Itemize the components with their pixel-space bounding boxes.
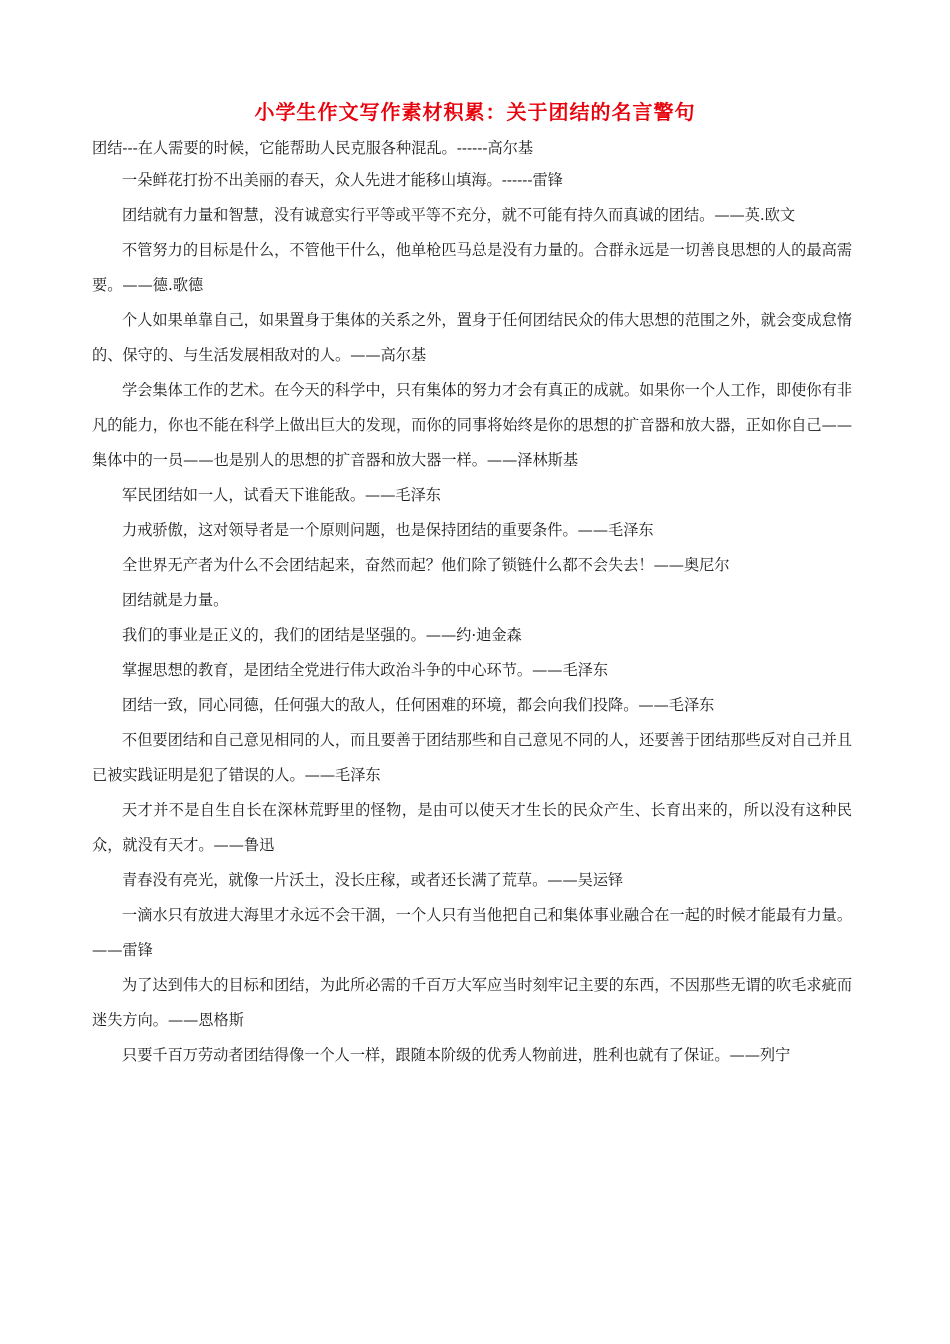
document-title: 小学生作文写作素材积累：关于团结的名言警句 <box>254 100 696 124</box>
document-body <box>92 133 852 1073</box>
quote-paragraph: 一朵鲜花打扮不出美丽的春天，众人先进才能移山填海。------雷锋 <box>122 171 563 189</box>
quote-paragraph: 天才并不是自生自长在深林荒野里的怪物，是由可以使天才生长的民众产生、长育出来的，所以没有这种民众，就没有天才。——鲁迅 <box>92 801 852 854</box>
quote-paragraph: 个人如果单靠自己，如果置身于集体的关系之外，置身于任何团结民众的伟大思想的范围之外，就会变成怠惰的、保守的、与生活发展相敌对的人。——高尔基 <box>92 311 852 364</box>
quote-paragraph: 不但要团结和自己意见相同的人，而且要善于团结那些和自己意见不同的人，还要善于团结那些反对自己并且已被实践证明是犯了错误的人。——毛泽东 <box>92 731 852 784</box>
quote-paragraph: 掌握思想的教育，是团结全党进行伟大政治斗争的中心环节。——毛泽东 <box>122 661 608 679</box>
quote-paragraph: 力戒骄傲，这对领导者是一个原则问题，也是保持团结的重要条件。——毛泽东 <box>122 521 654 539</box>
quote-paragraph: 团结就有力量和智慧，没有诚意实行平等或平等不充分，就不可能有持久而真诚的团结。——英.欧文 <box>122 206 796 224</box>
quote-paragraph: 团结就是力量。 <box>122 591 229 609</box>
quote-paragraph: 军民团结如一人，试看天下谁能敌。——毛泽东 <box>122 486 441 504</box>
quote-paragraph: 不管努力的目标是什么，不管他干什么，他单枪匹马总是没有力量的。合群永远是一切善良思想的人的最高需要。——德.歌德 <box>92 241 852 294</box>
quote-paragraph: 团结一致，同心同德，任何强大的敌人，任何困难的环境，都会向我们投降。——毛泽东 <box>122 696 715 714</box>
quote-paragraph: 一滴水只有放进大海里才永远不会干涸，一个人只有当他把自己和集体事业融合在一起的时候才能最有力量。——雷锋 <box>92 906 852 959</box>
quote-paragraph: 为了达到伟大的目标和团结，为此所必需的千百万大军应当时刻牢记主要的东西，不因那些无谓的吹毛求疵而迷失方向。——恩格斯 <box>92 976 852 1029</box>
quote-paragraph: 全世界无产者为什么不会团结起来，奋然而起？他们除了锁链什么都不会失去！——奥尼尔 <box>122 556 730 574</box>
quote-paragraph: 学会集体工作的艺术。在今天的科学中，只有集体的努力才会有真正的成就。如果你一个人工作，即使你有非凡的能力，你也不能在科学上做出巨大的发现，而你的同事将始终是你的思想的扩音器和放大器，正如你自己——集体中的一员——也是别人的思想的扩音器和放大器一样。——泽林斯基 <box>92 381 852 469</box>
quote-paragraph: 只要千百万劳动者团结得像一个人一样，跟随本阶级的优秀人物前进，胜利也就有了保证。——列宁 <box>122 1046 791 1064</box>
quote-paragraph: 我们的事业是正义的，我们的团结是坚强的。——约·迪金森 <box>122 626 522 644</box>
quote-paragraph: 团结---在人需要的时候，它能帮助人民克服各种混乱。------高尔基 <box>92 139 534 157</box>
quote-paragraph: 青春没有亮光，就像一片沃土，没长庄稼，或者还长满了荒草。——吴运铎 <box>122 871 624 889</box>
